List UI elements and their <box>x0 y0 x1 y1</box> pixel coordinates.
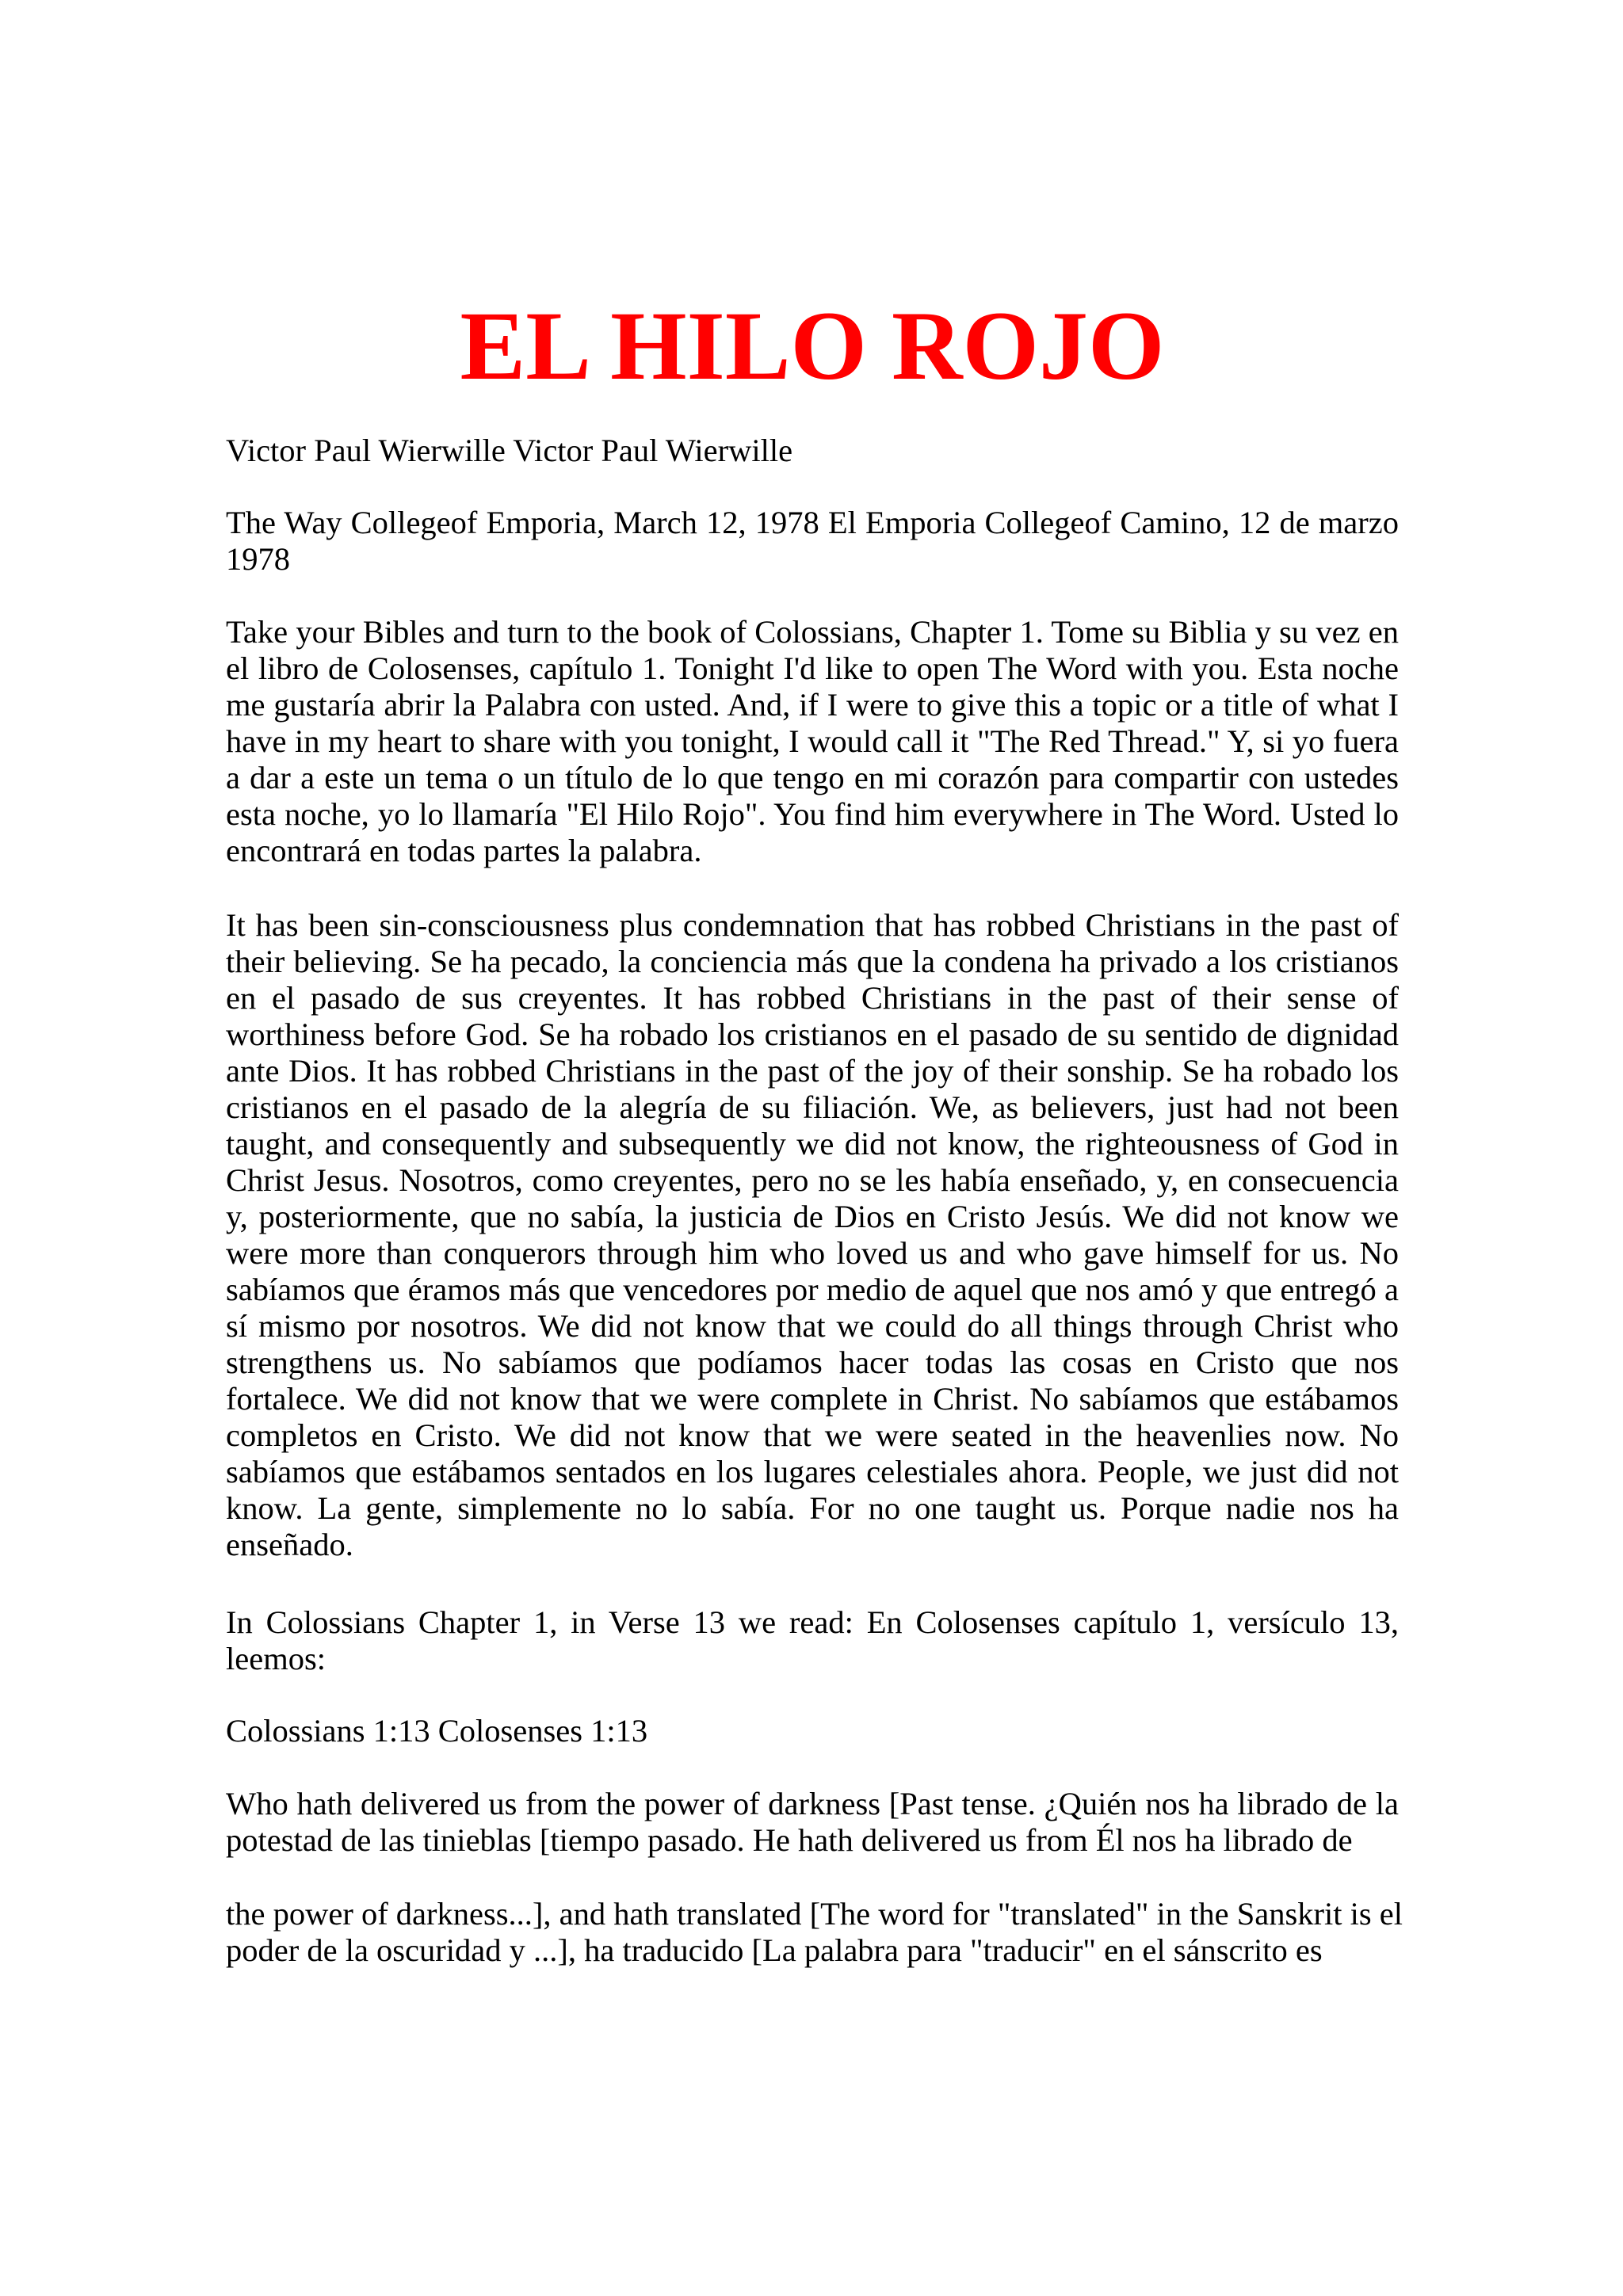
author-line: Victor Paul Wierwille Victor Paul Wierwille <box>226 433 793 468</box>
body-line: sí mismo por nosotros. We did not know that we could do all things through Christ who <box>226 1308 1399 1344</box>
verse-intro-line: In Colossians Chapter 1, in Verse 13 we read: En Colosenses capítulo 1, versículo 13, <box>226 1604 1399 1640</box>
body-line: completos en Cristo. We did not know that we were seated in the heavenlies now. No <box>226 1417 1399 1453</box>
event-line: 1978 <box>226 541 290 577</box>
document-title: EL HILO ROJO <box>460 292 1165 400</box>
body-line: strengthens us. No sabíamos que podíamos hacer todas las cosas en Cristo que nos <box>226 1344 1399 1380</box>
intro-line: have in my heart to share with you tonight, I would call it "The Red Thread." Y, si yo fuera <box>226 723 1399 759</box>
body-line: en el pasado de sus creyentes. It has robbed Christians in the past of their sense of <box>226 980 1399 1016</box>
intro-line: el libro de Colosenses, capítulo 1. Tonight I'd like to open The Word with you. Esta noche <box>226 650 1399 686</box>
verse-paragraph <box>226 1786 1399 1859</box>
body-line: fortalece. We did not know that we were complete in Christ. No sabíamos que estábamos <box>226 1381 1399 1417</box>
body-line: worthiness before God. Se ha robado los cristianos en el pasado de su sentido de dignidad <box>226 1016 1399 1052</box>
body-line: their believing. Se ha pecado, la conciencia más que la condena ha privado a los cristianos <box>226 944 1399 979</box>
verse-line: potestad de las tinieblas [tiempo pasado. He hath delivered us from Él nos ha librado de <box>226 1822 1353 1858</box>
continuation-line: poder de la oscuridad y ...], ha traducido [La palabra para "traducir" en el sánscrito es <box>226 1932 1323 1968</box>
body-line: taught, and consequently and subsequently we did not know, the righteousness of God in <box>226 1126 1399 1161</box>
continuation-paragraph <box>226 1896 1403 1969</box>
verse-line: Who hath delivered us from the power of darkness [Past tense. ¿Quién nos ha librado de la <box>226 1786 1399 1821</box>
body-line: ante Dios. It has robbed Christians in the past of the joy of their sonship. Se ha robado los <box>226 1053 1399 1089</box>
body-line: It has been sin-consciousness plus condemnation that has robbed Christians in the past of <box>226 907 1399 943</box>
intro-line: me gustaría abrir la Palabra con usted. And, if I were to give this a topic or a title of what I <box>226 687 1399 723</box>
body-line: were more than conquerors through him who loved us and who gave himself for us. No <box>226 1235 1399 1271</box>
body-line: Christ Jesus. Nosotros, como creyentes, pero no se les había enseñado, y, en consecuencia <box>226 1162 1399 1198</box>
continuation-line: the power of darkness...], and hath translated [The word for "translated" in the Sanskrit is el <box>226 1896 1403 1932</box>
body-line: y, posteriormente, que no sabía, la justicia de Dios en Cristo Jesús. We did not know we <box>226 1199 1399 1234</box>
event-line: The Way Collegeof Emporia, March 12, 1978 El Emporia Collegeof Camino, 12 de marzo <box>226 505 1399 540</box>
intro-paragraph <box>226 614 1399 869</box>
intro-line: esta noche, yo lo llamaría "El Hilo Rojo". You find him everywhere in The Word. Usted lo <box>226 796 1399 832</box>
verse-reference: Colossians 1:13 Colosenses 1:13 <box>226 1713 648 1749</box>
intro-line: Take your Bibles and turn to the book of Colossians, Chapter 1. Tome su Biblia y su vez en <box>226 614 1399 650</box>
body-line: cristianos en el pasado de la alegría de su filiación. We, as believers, just had not been <box>226 1089 1399 1125</box>
event-paragraph <box>226 505 1399 578</box>
verse-intro-paragraph <box>226 1604 1399 1677</box>
body-line: know. La gente, simplemente no lo sabía. For no one taught us. Porque nadie nos ha <box>226 1490 1399 1526</box>
intro-line: encontrará en todas partes la palabra. <box>226 833 702 868</box>
verse-intro-line: leemos: <box>226 1641 326 1676</box>
body-line: sabíamos que estábamos sentados en los lugares celestiales ahora. People, we just did not <box>226 1454 1399 1489</box>
intro-line: a dar a este un tema o un título de lo que tengo en mi corazón para compartir con ustedes <box>226 760 1399 795</box>
body-line: sabíamos que éramos más que vencedores por medio de aquel que nos amó y que entregó a <box>226 1272 1399 1307</box>
body-paragraph <box>226 907 1399 1563</box>
body-line: enseñado. <box>226 1527 353 1562</box>
